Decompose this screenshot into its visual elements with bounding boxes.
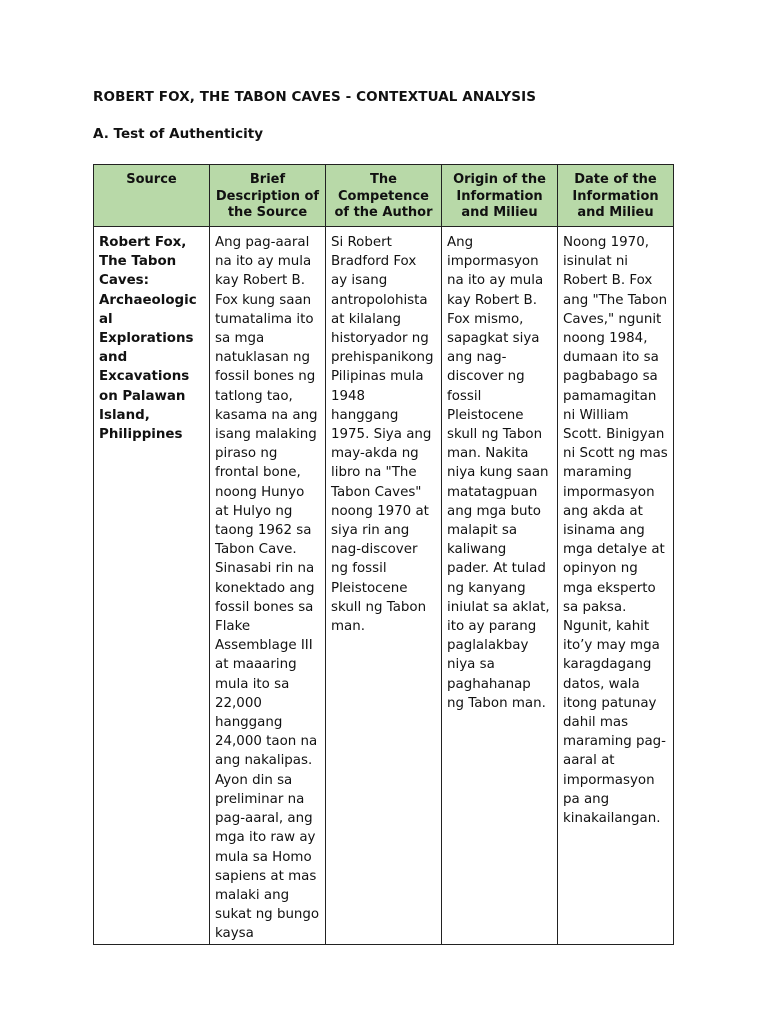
header-information-origin: Origin of the Information and Milieu bbox=[442, 165, 558, 227]
table-row bbox=[94, 227, 674, 945]
header-source: Source bbox=[94, 165, 210, 227]
cell-information-origin: Ang impormasyon na ito ay mula kay Robert B. Fox mismo, sapagkat siya ang nag-discover ng fossil Pleistocene skull ng Tabon man. Nakita niya kung saan matatagpuan ang mga buto malapit sa kaliwang pader. At tulad ng kanyang iniulat sa aklat, ito ay parang paglalakbay niya sa paghahanap ng Tabon man. bbox=[442, 227, 558, 945]
cell-information-date: Noong 1970, isinulat ni Robert B. Fox ang "The Tabon Caves," ngunit noong 1984, dumaan ito sa pagbabago sa pamamagitan ni William Scott. Binigyan ni Scott ng mas maraming impormasyon ang akda at isinama ang mga detalye at opinyon ng mga eksperto sa paksa. Ngunit, kahit ito’y may mga karagdagang datos, wala itong patunay dahil mas maraming pag-aaral at impormasyon pa ang kinakailangan. bbox=[558, 227, 674, 945]
header-author-competence: The Competence of the Author bbox=[326, 165, 442, 227]
authenticity-table bbox=[93, 164, 674, 945]
header-brief-description: Brief Description of the Source bbox=[210, 165, 326, 227]
cell-source: Robert Fox, The Tabon Caves: Archaeological Explorations and Excavations on Palawan Island, Philippines bbox=[94, 227, 210, 945]
cell-brief-description: Ang pag-aaral na ito ay mula kay Robert B. Fox kung saan tumatalima ito sa mga natuklasan ng fossil bones ng tatlong tao, kasama na ang isang malaking piraso ng frontal bone, noong Hunyo at Hulyo ng taong 1962 sa Tabon Cave. Sinasabi rin na konektado ang fossil bones sa Flake Assemblage III at maaaring mula ito sa 22,000 hanggang 24,000 taon na ang nakalipas. Ayon din sa preliminar na pag-aaral, ang mga ito raw ay mula sa Homo sapiens at mas malaki ang sukat ng bungo kaysa bbox=[210, 227, 326, 945]
document-title: ROBERT FOX, THE TABON CAVES - CONTEXTUAL ANALYSIS bbox=[93, 89, 537, 105]
section-heading: A. Test of Authenticity bbox=[93, 126, 263, 142]
cell-author-competence: Si Robert Bradford Fox ay isang antropolohista at kilalang historyador ng prehispanikong Pilipinas mula 1948 hanggang 1975. Siya ang may-akda ng libro na "The Tabon Caves" noong 1970 at siya rin ang nag-discover ng fossil Pleistocene skull ng Tabon man. bbox=[326, 227, 442, 945]
table-header-row bbox=[94, 165, 674, 227]
header-information-date: Date of the Information and Milieu bbox=[558, 165, 674, 227]
